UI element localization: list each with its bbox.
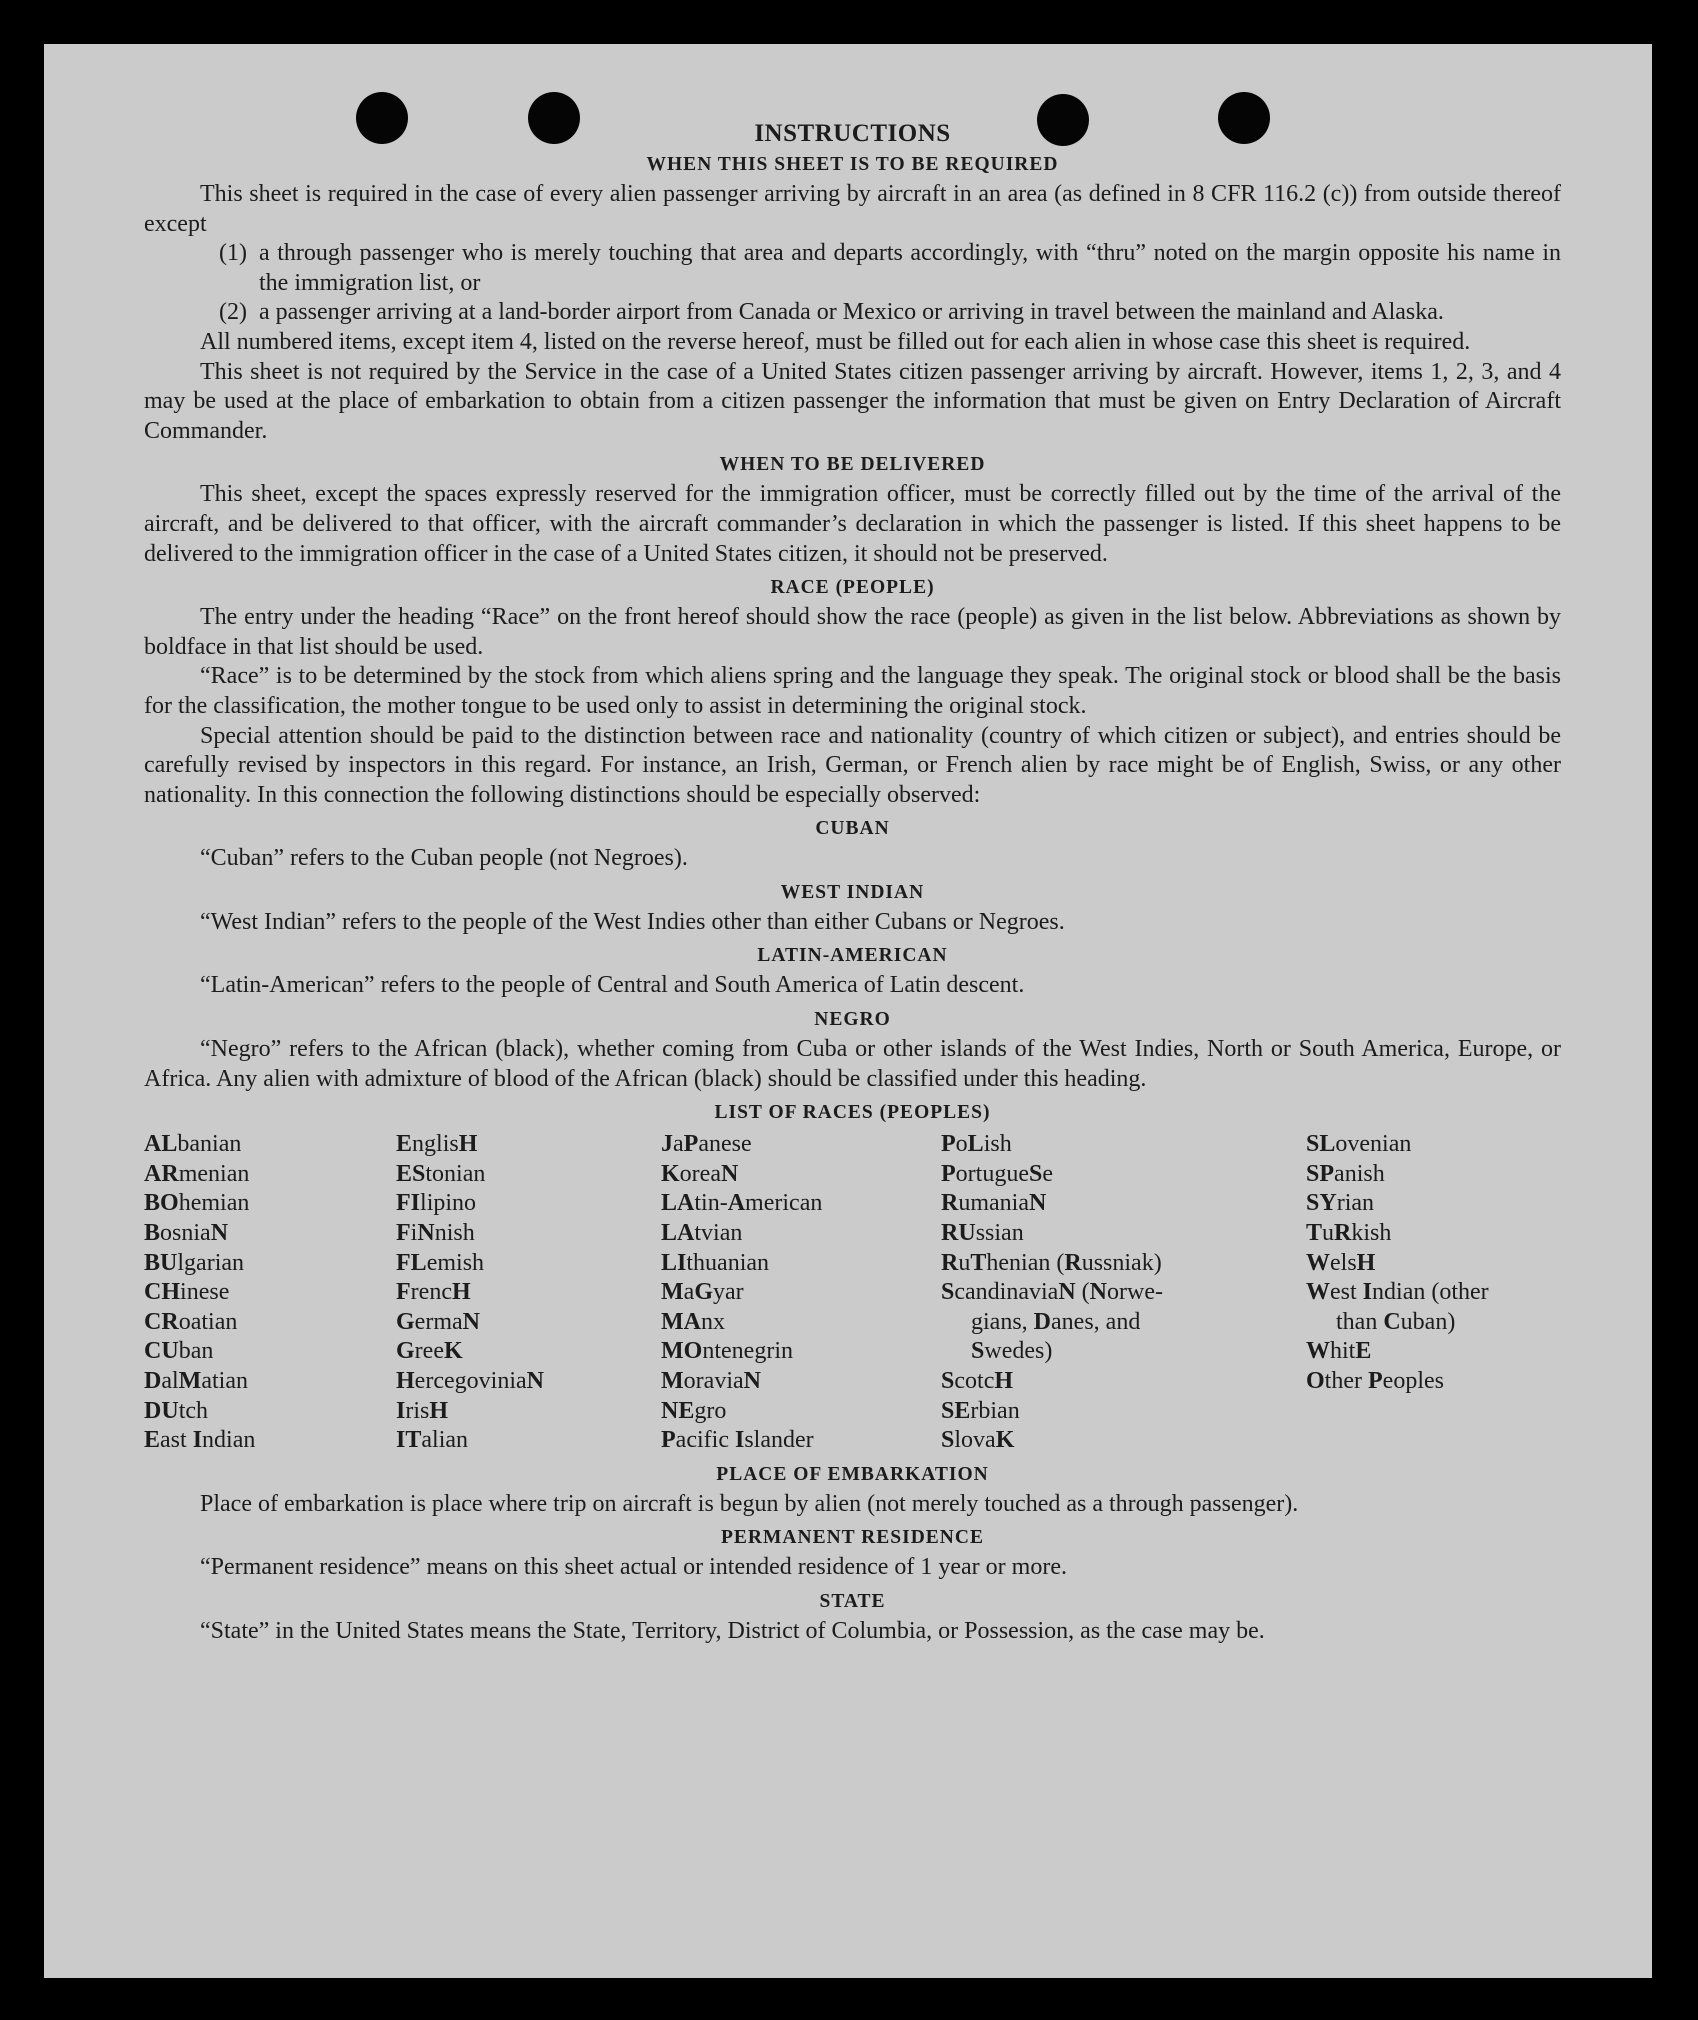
race-entry: Other Peoples: [1306, 1368, 1444, 1394]
race-entry: IrisH: [396, 1397, 449, 1424]
heading-west-indian: WEST INDIAN: [780, 881, 925, 903]
paragraph: “Negro” refers to the African (black), whether coming from Cuba or other islands of the West Indies, North or South America, Europe, or Africa. Any alien with admixture of blood of the African (black) should be classified under this heading.: [144, 1036, 1561, 1092]
race-entry: BUlgarian: [144, 1249, 245, 1276]
page-title: INSTRUCTIONS: [754, 120, 951, 147]
heading-embarkation: PLACE OF EMBARKATION: [716, 1463, 989, 1485]
race-entry: PortugueSe: [941, 1160, 1054, 1187]
races-column: [396, 1130, 661, 1456]
race-entry: RumaniaN: [941, 1190, 1047, 1217]
paragraph: “Cuban” refers to the Cuban people (not Negroes).: [200, 845, 688, 872]
race-entry: MAnx: [661, 1308, 725, 1335]
race-entry: SlovaK: [941, 1427, 1015, 1454]
race-entry: ARmenian: [144, 1160, 250, 1187]
race-entry: CHinese: [144, 1279, 230, 1306]
race-entry: FiNnish: [396, 1220, 475, 1247]
race-entry: HercegoviniaN: [396, 1368, 544, 1394]
races-column: [661, 1130, 941, 1456]
heading-permanent-residence: PERMANENT RESIDENCE: [721, 1527, 984, 1549]
races-column: [941, 1130, 1306, 1456]
race-entry: WelsH: [1306, 1249, 1376, 1276]
item-number: (2): [219, 299, 247, 326]
race-entry: SPanish: [1306, 1160, 1385, 1187]
list-item: [144, 298, 1561, 328]
race-entry: TuRkish: [1306, 1220, 1392, 1247]
paragraph: Special attention should be paid to the distinction between race and nationality (country of which citizen or subject), and entries should be carefully revised by inspectors in this regard. For instance, an Irish, German, or French alien by race might be of English, Swiss, or any other nationality. In this connection the following distinctions should be especially observed:: [144, 722, 1561, 808]
race-entry: Swedes): [971, 1338, 1053, 1365]
race-entry: FLemish: [396, 1249, 485, 1276]
race-entry: CUban: [144, 1338, 214, 1365]
race-entry: SLovenian: [1306, 1131, 1412, 1158]
race-entry: DUtch: [144, 1397, 209, 1424]
paragraph: “West Indian” refers to the people of the West Indies other than either Cubans or Negroes.: [200, 908, 1065, 935]
race-entry: MoraviaN: [661, 1368, 761, 1394]
race-entry: East Indian: [144, 1427, 256, 1454]
race-entry: LIthuanian: [661, 1249, 770, 1276]
race-entry: NEgro: [661, 1397, 727, 1424]
race-entry: FrencH: [396, 1279, 471, 1306]
heading-cuban: CUBAN: [815, 818, 890, 840]
race-entry: GreeK: [396, 1338, 463, 1365]
paragraph: “Latin-American” refers to the people of Central and South America of Latin descent.: [200, 972, 1025, 999]
paragraph: This sheet, except the spaces expressly reserved for the immigration officer, must be correctly filled out by the time of the arrival of the aircraft, and be delivered to that officer, with the aircraft commander’s declaration in which the passenger is listed. If this sheet happens to be delivered to the immigration officer in the case of a United States citizen, it should not be preserved.: [144, 481, 1561, 567]
race-entry: SYrian: [1306, 1190, 1375, 1217]
heading-list-of-races: LIST OF RACES (PEOPLES): [714, 1102, 991, 1124]
race-entry: LAtvian: [661, 1220, 743, 1247]
paragraph: The entry under the heading “Race” on the front hereof should show the race (people) as given in the list below. Abbreviations as shown by boldface in that list should be used.: [144, 604, 1561, 660]
race-entry: GermaN: [396, 1308, 480, 1335]
races-column: [1306, 1130, 1561, 1456]
paragraph: This sheet is not required by the Service in the case of a United States citizen passenger arriving by aircraft. However, items 1, 2, 3, and 4 may be used at the place of embarkation to obtain from a citizen passenger the information that must be given on Entry Declaration of Aircraft Commander.: [144, 358, 1561, 444]
race-entry: JaPanese: [661, 1131, 752, 1158]
race-entry: FIlipino: [396, 1190, 477, 1217]
race-entry: DalMatian: [144, 1368, 248, 1394]
race-entry: CRoatian: [144, 1308, 238, 1335]
race-entry: West Indian (other: [1306, 1279, 1489, 1306]
paragraph: “State” in the United States means the State, Territory, District of Columbia, or Possession, as the case may be.: [200, 1617, 1265, 1644]
item-text: a passenger arriving at a land-border airport from Canada or Mexico or arriving in travel between the mainland and Alaska.: [259, 299, 1444, 326]
race-entry: EStonian: [396, 1160, 486, 1187]
race-entry: RuThenian (Russniak): [941, 1249, 1162, 1276]
paragraph: This sheet is required in the case of every alien passenger arriving by aircraft in an area (as defined in 8 CFR 116.2 (c)) from outside thereof except: [144, 181, 1561, 237]
race-entry: LAtin-American: [661, 1190, 823, 1217]
race-entry: gians, Danes, and: [971, 1308, 1141, 1335]
race-entry: ALbanian: [144, 1131, 242, 1158]
heading-delivered: WHEN TO BE DELIVERED: [719, 454, 986, 476]
race-entry: BOhemian: [144, 1190, 250, 1217]
heading-required: WHEN THIS SHEET IS TO BE REQUIRED: [646, 154, 1059, 175]
race-entry: BosniaN: [144, 1220, 229, 1247]
race-entry: MOntenegrin: [661, 1338, 793, 1365]
heading-race: RACE (PEOPLE): [770, 577, 935, 599]
heading-latin-american: LATIN-AMERICAN: [757, 945, 948, 967]
race-entry: PoLish: [941, 1131, 1012, 1158]
race-entry: than Cuban): [1336, 1308, 1456, 1335]
paragraph: “Permanent residence” means on this sheet actual or intended residence of 1 year or more.: [200, 1554, 1067, 1581]
paragraph: “Race” is to be determined by the stock from which aliens spring and the language they speak. The original stock or blood shall be the basis for the classification, the mother tongue to be used only to assist in determining the original stock.: [144, 663, 1561, 719]
race-entry: SErbian: [941, 1397, 1020, 1424]
race-entry: KoreaN: [661, 1160, 739, 1187]
races-column: [144, 1130, 396, 1456]
race-entry: ScandinaviaN (Norwe-: [941, 1279, 1164, 1306]
race-entry: EnglisH: [396, 1131, 478, 1158]
list-item: [144, 239, 1561, 298]
item-text: a through passenger who is merely touching that area and departs accordingly, with “thru” noted on the margin opposite his name in the immigration list, or: [259, 240, 1561, 296]
paragraph: Place of embarkation is place where trip on aircraft is begun by alien (not merely touched as a through passenger).: [200, 1490, 1299, 1517]
races-list: [144, 1130, 1561, 1456]
item-number: (1): [219, 240, 247, 267]
heading-state: STATE: [819, 1590, 886, 1612]
race-entry: Pacific Islander: [661, 1427, 814, 1454]
race-entry: RUssian: [941, 1220, 1024, 1247]
race-entry: WhitE: [1306, 1338, 1372, 1365]
race-entry: ITalian: [396, 1427, 469, 1454]
document-content: [144, 118, 1561, 1647]
heading-negro: NEGRO: [814, 1009, 891, 1031]
race-entry: MaGyar: [661, 1279, 744, 1306]
race-entry: ScotcH: [941, 1368, 1014, 1394]
paragraph: All numbered items, except item 4, listed on the reverse hereof, must be filled out for each alien in whose case this sheet is required.: [200, 328, 1471, 355]
